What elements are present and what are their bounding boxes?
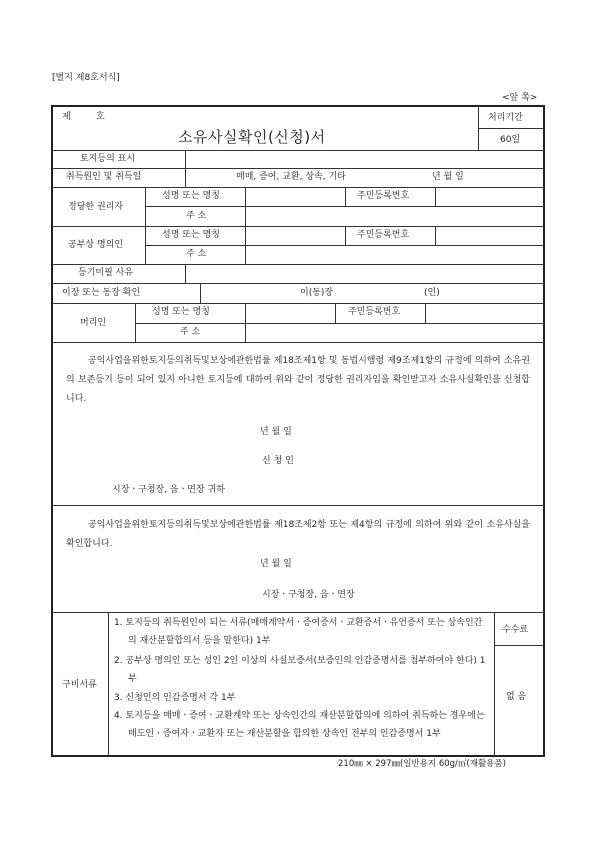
paper-spec-footer: 210㎜ × 297㎜(일반용지 60g/㎡(재활용품) bbox=[338, 759, 506, 769]
vrule-c bbox=[245, 187, 246, 264]
vrule-k bbox=[245, 303, 246, 342]
rightful-name-label: 성명 또는 명칭 bbox=[162, 191, 220, 201]
vrule-f bbox=[345, 226, 346, 245]
vrule-m bbox=[425, 303, 426, 323]
issuer-label: 시장ㆍ구청장, 읍ㆍ면장 bbox=[262, 590, 355, 600]
registered-name-label: 성명 또는 명칭 bbox=[162, 230, 220, 240]
rule-5 bbox=[52, 226, 544, 227]
applicant-label: 신 청 인 bbox=[262, 456, 294, 466]
chief-confirm-label: 이장 또는 동장 확인 bbox=[62, 288, 141, 298]
document-item: 3. 신청인의 인감증명서 각 1부 bbox=[114, 693, 236, 703]
rule-10 bbox=[135, 323, 544, 324]
page-side-label: <앞 쪽> bbox=[502, 93, 538, 103]
land-display-label: 토지등의 표시 bbox=[80, 154, 136, 164]
vrule-d bbox=[345, 187, 346, 206]
rule-11 bbox=[52, 342, 544, 343]
vrule-h bbox=[185, 264, 186, 283]
rule-7 bbox=[52, 264, 544, 265]
docs-vrule-left bbox=[108, 612, 109, 756]
ho-label: 호 bbox=[96, 112, 105, 122]
proxy-resident-label: 주민등록번호 bbox=[348, 307, 401, 317]
documents-label: 구비서류 bbox=[62, 680, 97, 690]
chief-seal: (인) bbox=[424, 288, 440, 298]
form-number-label: [별지 제8호서식] bbox=[52, 73, 120, 83]
registered-resident-label: 주민등록번호 bbox=[357, 230, 410, 240]
header-processing-divider bbox=[478, 128, 544, 129]
processing-period-value: 60일 bbox=[500, 135, 521, 145]
vrule-a bbox=[185, 150, 186, 187]
document-item: 2. 공부상 명의인 또는 성인 2인 이상의 사실보증서(보증인의 인감증명서를 첨부하여야 한다) 1부 bbox=[114, 656, 486, 684]
fee-label: 수수료 bbox=[502, 625, 529, 635]
rightful-address-label: 주 소 bbox=[186, 211, 207, 221]
rightful-resident-label: 주민등록번호 bbox=[357, 191, 410, 201]
form-title: 소유사실확인(신청)서 bbox=[178, 128, 326, 146]
registered-owner-label: 공부상 명의인 bbox=[68, 240, 124, 250]
proxy-address-label: 주 소 bbox=[180, 327, 201, 337]
rule-1 bbox=[52, 150, 544, 151]
application-body: 공익사업을위한토지등의취득및보상에관한법률 제18조제1항 및 동법시행령 제9조제1항의 규정에 의하여 소유권의 보존등기 등이 되어 있지 아니한 토지등에 대하여 위와 같이 정당한 권리자임을 확인받고자 소유사실확인을 신청합니다. bbox=[66, 356, 530, 404]
recipient-label: 시장ㆍ구청장, 읍ㆍ면장 귀하 bbox=[112, 485, 225, 495]
fee-value: 없 음 bbox=[506, 692, 527, 702]
rule-2 bbox=[52, 168, 544, 169]
processing-period-label: 처리기간 bbox=[488, 113, 523, 123]
confirmation-body: 공익사업을위한토지등의취득및보상에관한법률 제18조제2항 또는 제4항의 규정에 의하여 위와 같이 소유사실을 확인합니다. bbox=[66, 520, 530, 549]
rule-4 bbox=[145, 206, 544, 207]
proxy-name-label: 성명 또는 명칭 bbox=[152, 307, 210, 317]
rule-8 bbox=[52, 283, 544, 284]
registered-address-label: 주 소 bbox=[186, 249, 207, 259]
rule-12 bbox=[52, 505, 544, 506]
document-item: 4. 토지등을 매매ㆍ증여ㆍ교환계약 또는 상속인간의 재산분할합의에 의하여 취득하는 경우에는 매도인ㆍ증여자ㆍ교환자 또는 재산분할을 합의한 상속인 전부의 인감증명서 1부 bbox=[114, 711, 485, 739]
vrule-b bbox=[145, 187, 146, 264]
documents-list bbox=[114, 614, 490, 754]
outer-border-left bbox=[51, 105, 53, 757]
proxy-label: 머리인 bbox=[80, 318, 107, 328]
rightful-owner-label: 정당한 권리자 bbox=[68, 202, 124, 212]
outer-border-bottom bbox=[51, 755, 545, 757]
acquisition-label: 취득원인 및 취득일 bbox=[66, 172, 142, 182]
vrule-i bbox=[200, 283, 201, 303]
rule-3 bbox=[52, 187, 544, 188]
docs-vrule-right bbox=[494, 612, 495, 756]
outer-border-right bbox=[543, 105, 545, 757]
vrule-e bbox=[435, 187, 436, 206]
no-label: 제 bbox=[62, 112, 71, 122]
vrule-g bbox=[435, 226, 436, 245]
vrule-l bbox=[335, 303, 336, 323]
vrule-j bbox=[135, 303, 136, 342]
fee-divider bbox=[494, 645, 544, 646]
rule-6 bbox=[145, 245, 544, 246]
application-date: 년 월 일 bbox=[260, 427, 292, 437]
confirmation-date: 년 월 일 bbox=[260, 559, 292, 569]
chief-title: 이(동)장 bbox=[300, 288, 334, 298]
rule-13 bbox=[52, 612, 544, 613]
acquisition-date: 년 월 일 bbox=[432, 172, 464, 182]
acquisition-value: 매매, 증여, 교환, 상속, 기타 bbox=[236, 172, 346, 182]
rule-9 bbox=[52, 303, 544, 304]
document-item: 1. 토지등의 취득원인이 되는 서류(매매계약서ㆍ증여증서ㆍ교환증서ㆍ유언증서 또는 상속인간의 재산분할합의서 등을 말한다) 1부 bbox=[114, 618, 483, 646]
outer-border-top bbox=[51, 105, 545, 107]
unregistered-reason-label: 등기미필 사유 bbox=[78, 268, 134, 278]
